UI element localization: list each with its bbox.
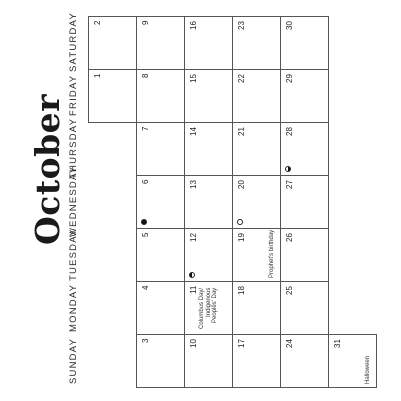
day-number: 9 xyxy=(141,21,150,26)
day-cell-9[interactable] xyxy=(136,16,185,70)
day-cell-16[interactable] xyxy=(184,16,233,70)
last-quarter-moon-icon xyxy=(285,166,291,172)
month-title: October xyxy=(28,93,67,245)
day-cell-14[interactable] xyxy=(184,122,233,176)
day-number: 26 xyxy=(285,233,294,242)
day-number: 27 xyxy=(285,180,294,189)
day-number: 23 xyxy=(237,21,246,30)
day-number: 4 xyxy=(141,286,150,291)
weekday-label-friday: FRIDAY xyxy=(68,74,79,117)
day-number: 5 xyxy=(141,233,150,238)
first-quarter-moon-icon xyxy=(189,272,195,278)
day-number: 3 xyxy=(141,339,150,344)
day-cell-19[interactable] xyxy=(232,228,281,282)
new-moon-icon xyxy=(141,219,147,225)
day-number: 8 xyxy=(141,74,150,79)
day-number: 2 xyxy=(93,21,102,26)
day-cell-10[interactable] xyxy=(184,334,233,388)
day-cell-12[interactable] xyxy=(184,228,233,282)
holiday-note: Columbus Day/ xyxy=(199,288,205,330)
day-number: 19 xyxy=(237,233,246,242)
day-number: 21 xyxy=(237,127,246,136)
day-number: 6 xyxy=(141,180,150,185)
holiday-note: Halloween xyxy=(365,355,371,384)
day-cell-28[interactable] xyxy=(280,122,329,176)
day-number: 12 xyxy=(189,233,198,242)
day-cell-17[interactable] xyxy=(232,334,281,388)
day-cell-3[interactable] xyxy=(136,334,185,388)
day-number: 28 xyxy=(285,127,294,136)
day-cell-25[interactable] xyxy=(280,281,329,335)
day-number: 11 xyxy=(189,286,198,295)
day-cell-24[interactable] xyxy=(280,334,329,388)
day-number: 17 xyxy=(237,339,246,348)
day-number: 7 xyxy=(141,127,150,132)
day-cell-31[interactable] xyxy=(328,334,377,388)
weekday-label-tuesday: TUESDAY xyxy=(68,228,79,281)
holiday-note: Peoples' Day xyxy=(212,288,218,324)
day-cell-22[interactable] xyxy=(232,69,281,123)
day-number: 29 xyxy=(285,74,294,83)
holiday-note: Indigenous xyxy=(205,288,212,318)
day-number: 20 xyxy=(237,180,246,189)
day-number: 13 xyxy=(189,180,198,189)
day-number: 30 xyxy=(285,21,294,30)
day-cell-5[interactable] xyxy=(136,228,185,282)
day-cell-27[interactable] xyxy=(280,175,329,229)
weekday-label-monday: MONDAY xyxy=(68,283,79,332)
day-number: 14 xyxy=(189,127,198,136)
day-cell-8[interactable] xyxy=(136,69,185,123)
day-number: 31 xyxy=(333,339,342,348)
day-cell-15[interactable] xyxy=(184,69,233,123)
day-cell-6[interactable] xyxy=(136,175,185,229)
day-cell-18[interactable] xyxy=(232,281,281,335)
day-cell-26[interactable] xyxy=(280,228,329,282)
day-cell-13[interactable] xyxy=(184,175,233,229)
day-number: 16 xyxy=(189,21,198,30)
day-cell-4[interactable] xyxy=(136,281,185,335)
day-cell-1[interactable] xyxy=(88,69,137,123)
day-cell-29[interactable] xyxy=(280,69,329,123)
weekday-label-wednesday: WEDNESDAY xyxy=(68,165,79,238)
day-cell-20[interactable] xyxy=(232,175,281,229)
day-number: 22 xyxy=(237,74,246,83)
day-number: 18 xyxy=(237,286,246,295)
weekday-label-sunday: SUNDAY xyxy=(68,337,79,384)
day-number: 25 xyxy=(285,286,294,295)
weekday-label-thursday: THURSDAY xyxy=(68,117,79,180)
day-number: 1 xyxy=(93,74,102,79)
day-cell-7[interactable] xyxy=(136,122,185,176)
day-cell-2[interactable] xyxy=(88,16,137,70)
holiday-note: Prophet's birthday xyxy=(269,229,275,278)
full-moon-icon xyxy=(237,219,243,225)
weekday-label-saturday: SATURDAY xyxy=(68,12,79,73)
day-cell-11[interactable] xyxy=(184,281,233,335)
day-number: 15 xyxy=(189,74,198,83)
day-cell-30[interactable] xyxy=(280,16,329,70)
day-number: 10 xyxy=(189,339,198,348)
day-number: 24 xyxy=(285,339,294,348)
day-cell-21[interactable] xyxy=(232,122,281,176)
day-cell-23[interactable] xyxy=(232,16,281,70)
